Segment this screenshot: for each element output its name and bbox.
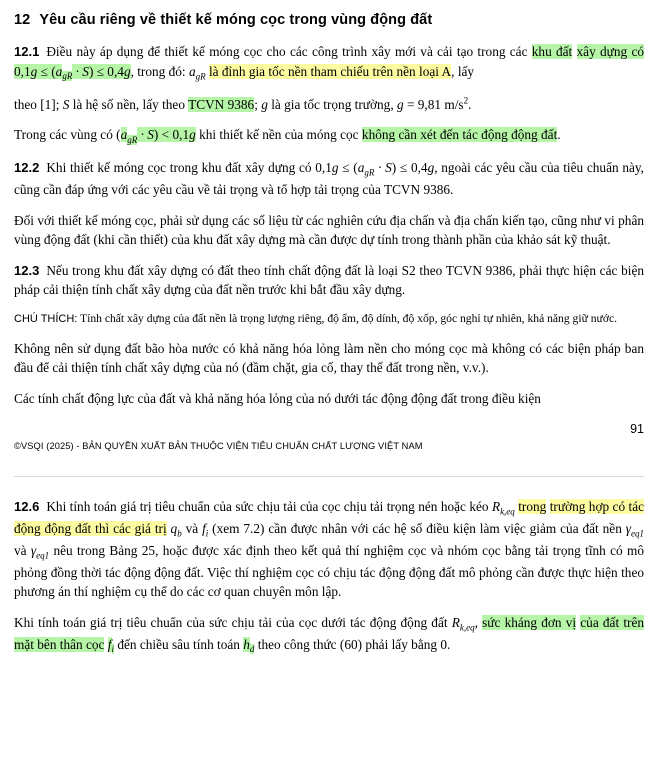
note-label: CHÚ THÍCH: (14, 312, 78, 325)
paragraph-text: theo [1]; S là hệ số nền, lấy theo TCVN 9386; g là gia tốc trọng trường, g = 9,81 $m/s^2$. (14, 95, 472, 112)
paragraph-text: Khi tính toán giá trị tiêu chuẩn của sức chịu tải của cọc dưới tác động động đất $R_{k,eq}$, sức kháng đơn vị của đất trên mặt bên thân cọc $f_i$ đến chiều sâu tính toán $h_d$ theo công thức (60) phải lấy bằng 0. (14, 614, 644, 655)
page-title (14, 12, 644, 28)
paragraph (14, 339, 644, 378)
paragraph-text: Nếu trong khu đất xây dựng có đất theo tính chất động đất là loại S2 theo TCVN 9386, phải thực hiện các biện pháp cải thiện tính chất xây dựng của đất nền trước khi bắt đầu xây dựng. (14, 262, 644, 298)
paragraph (14, 497, 644, 602)
page-number: 91 (630, 422, 644, 437)
paragraph (14, 261, 644, 300)
clause-12-3 (14, 261, 644, 300)
clause-12-2 (14, 158, 644, 249)
paragraph (14, 158, 644, 199)
clause-12-6 (14, 497, 644, 656)
section-title-text: Yêu cầu riêng về thiết kế móng cọc trong vùng động đất (39, 12, 433, 28)
paragraph (14, 211, 644, 250)
paragraph-text: Đối với thiết kế móng cọc, phải sử dụng các số liệu từ các nghiên cứu địa chấn và địa chấn kiến tạo, cũng như vi phân vùng động đất (khi cần thiết) của khu đất xây dựng mà cần được dự tính trong thành phần của khảo sát kỹ thuật. (14, 212, 644, 248)
note-block (14, 311, 644, 328)
paragraph (14, 125, 644, 147)
clause-number: 12.3 (14, 262, 40, 278)
paragraph (14, 94, 644, 114)
clause-number: 12.6 (14, 498, 40, 514)
clause-number: 12.1 (14, 44, 40, 59)
note-text: Tính chất xây dựng của đất nền là trọng lượng riêng, độ ẩm, độ dính, độ xốp, góc nghỉ tự nhiên, khả năng giữ nước. (77, 311, 618, 325)
paragraph-text: Trong các vùng có $(a_{gR} \cdot S) < 0,1g$ khi thiết kế nền của móng cọc không cần xét đến tác động động đất. (14, 127, 561, 146)
clause-12-1 (14, 42, 644, 147)
clause-number: 12.2 (14, 160, 40, 176)
paragraph-text: Khi tính toán giá trị tiêu chuẩn của sức chịu tải của cọc chịu tải trọng nén hoặc kéo $R_{k,eq}$ trong trường hợp có tác động động đất thì các giá trị $q_b$ và $f_i$ (xem 7.2) cần được nhân với các hệ số điều kiện làm việc giảm của đất nền $\gamma_{eq1}$ và $\gamma_{eq1}$ nêu trong Bảng 25, hoặc được xác định theo kết quả thí nghiệm cọc và nhóm cọc bằng tải trọng tĩnh có mô phỏng đồng thời tác động động đất. Việc thí nghiệm cọc có chịu tác động động đất mô phỏng cần được thực hiện theo phương án thí nghiệm cụ thể do các cơ quan chuyên môn lập. (14, 498, 645, 600)
section-number: 12 (14, 12, 31, 28)
paragraph-text: Khi thiết kế móng cọc trong khu đất xây dựng có $0,1g \le (a_{gR} \cdot S) \le 0,4g$, ngoài các yêu cầu của tiêu chuẩn này, cũng cần đáp ứng với các yêu cầu về tải trọng và tổ hợp tải trọng của TCVN 9386. (14, 160, 645, 198)
paragraph-text: Các tính chất động lực của đất và khả năng hóa lỏng của nó dưới tác động động đất trong điều kiện (14, 390, 541, 406)
paragraph-text: Điều này áp dụng để thiết kế móng cọc cho các công trình xây mới và cải tạo trong các khu đất xây dựng có $0,1g \le (a_{gR} \cdot S) \le 0,4g$, trong đó: $a_{gR}$ là đỉnh gia tốc nền tham chiếu trên nền loại A, lấy (14, 44, 644, 82)
paragraph (14, 42, 644, 83)
document-page (0, 12, 658, 759)
paragraph (14, 389, 644, 409)
page-break-divider (14, 476, 644, 477)
paragraph (14, 613, 644, 657)
paragraph-text: Không nên sử dụng đất bão hòa nước có khả năng hóa lỏng làm nền cho móng cọc mà không có các biện pháp ban đầu để cải thiện tính chất xây dựng của nó (đầm chặt, gia cố, thay thế đất trong nền, v.v.). (14, 340, 644, 376)
footer-copyright: ©VSQI (2025) - BẢN QUYỀN XUẤT BẢN THUỘC VIỆN TIÊU CHUẨN CHẤT LƯỢNG VIỆT NAM (14, 441, 423, 452)
